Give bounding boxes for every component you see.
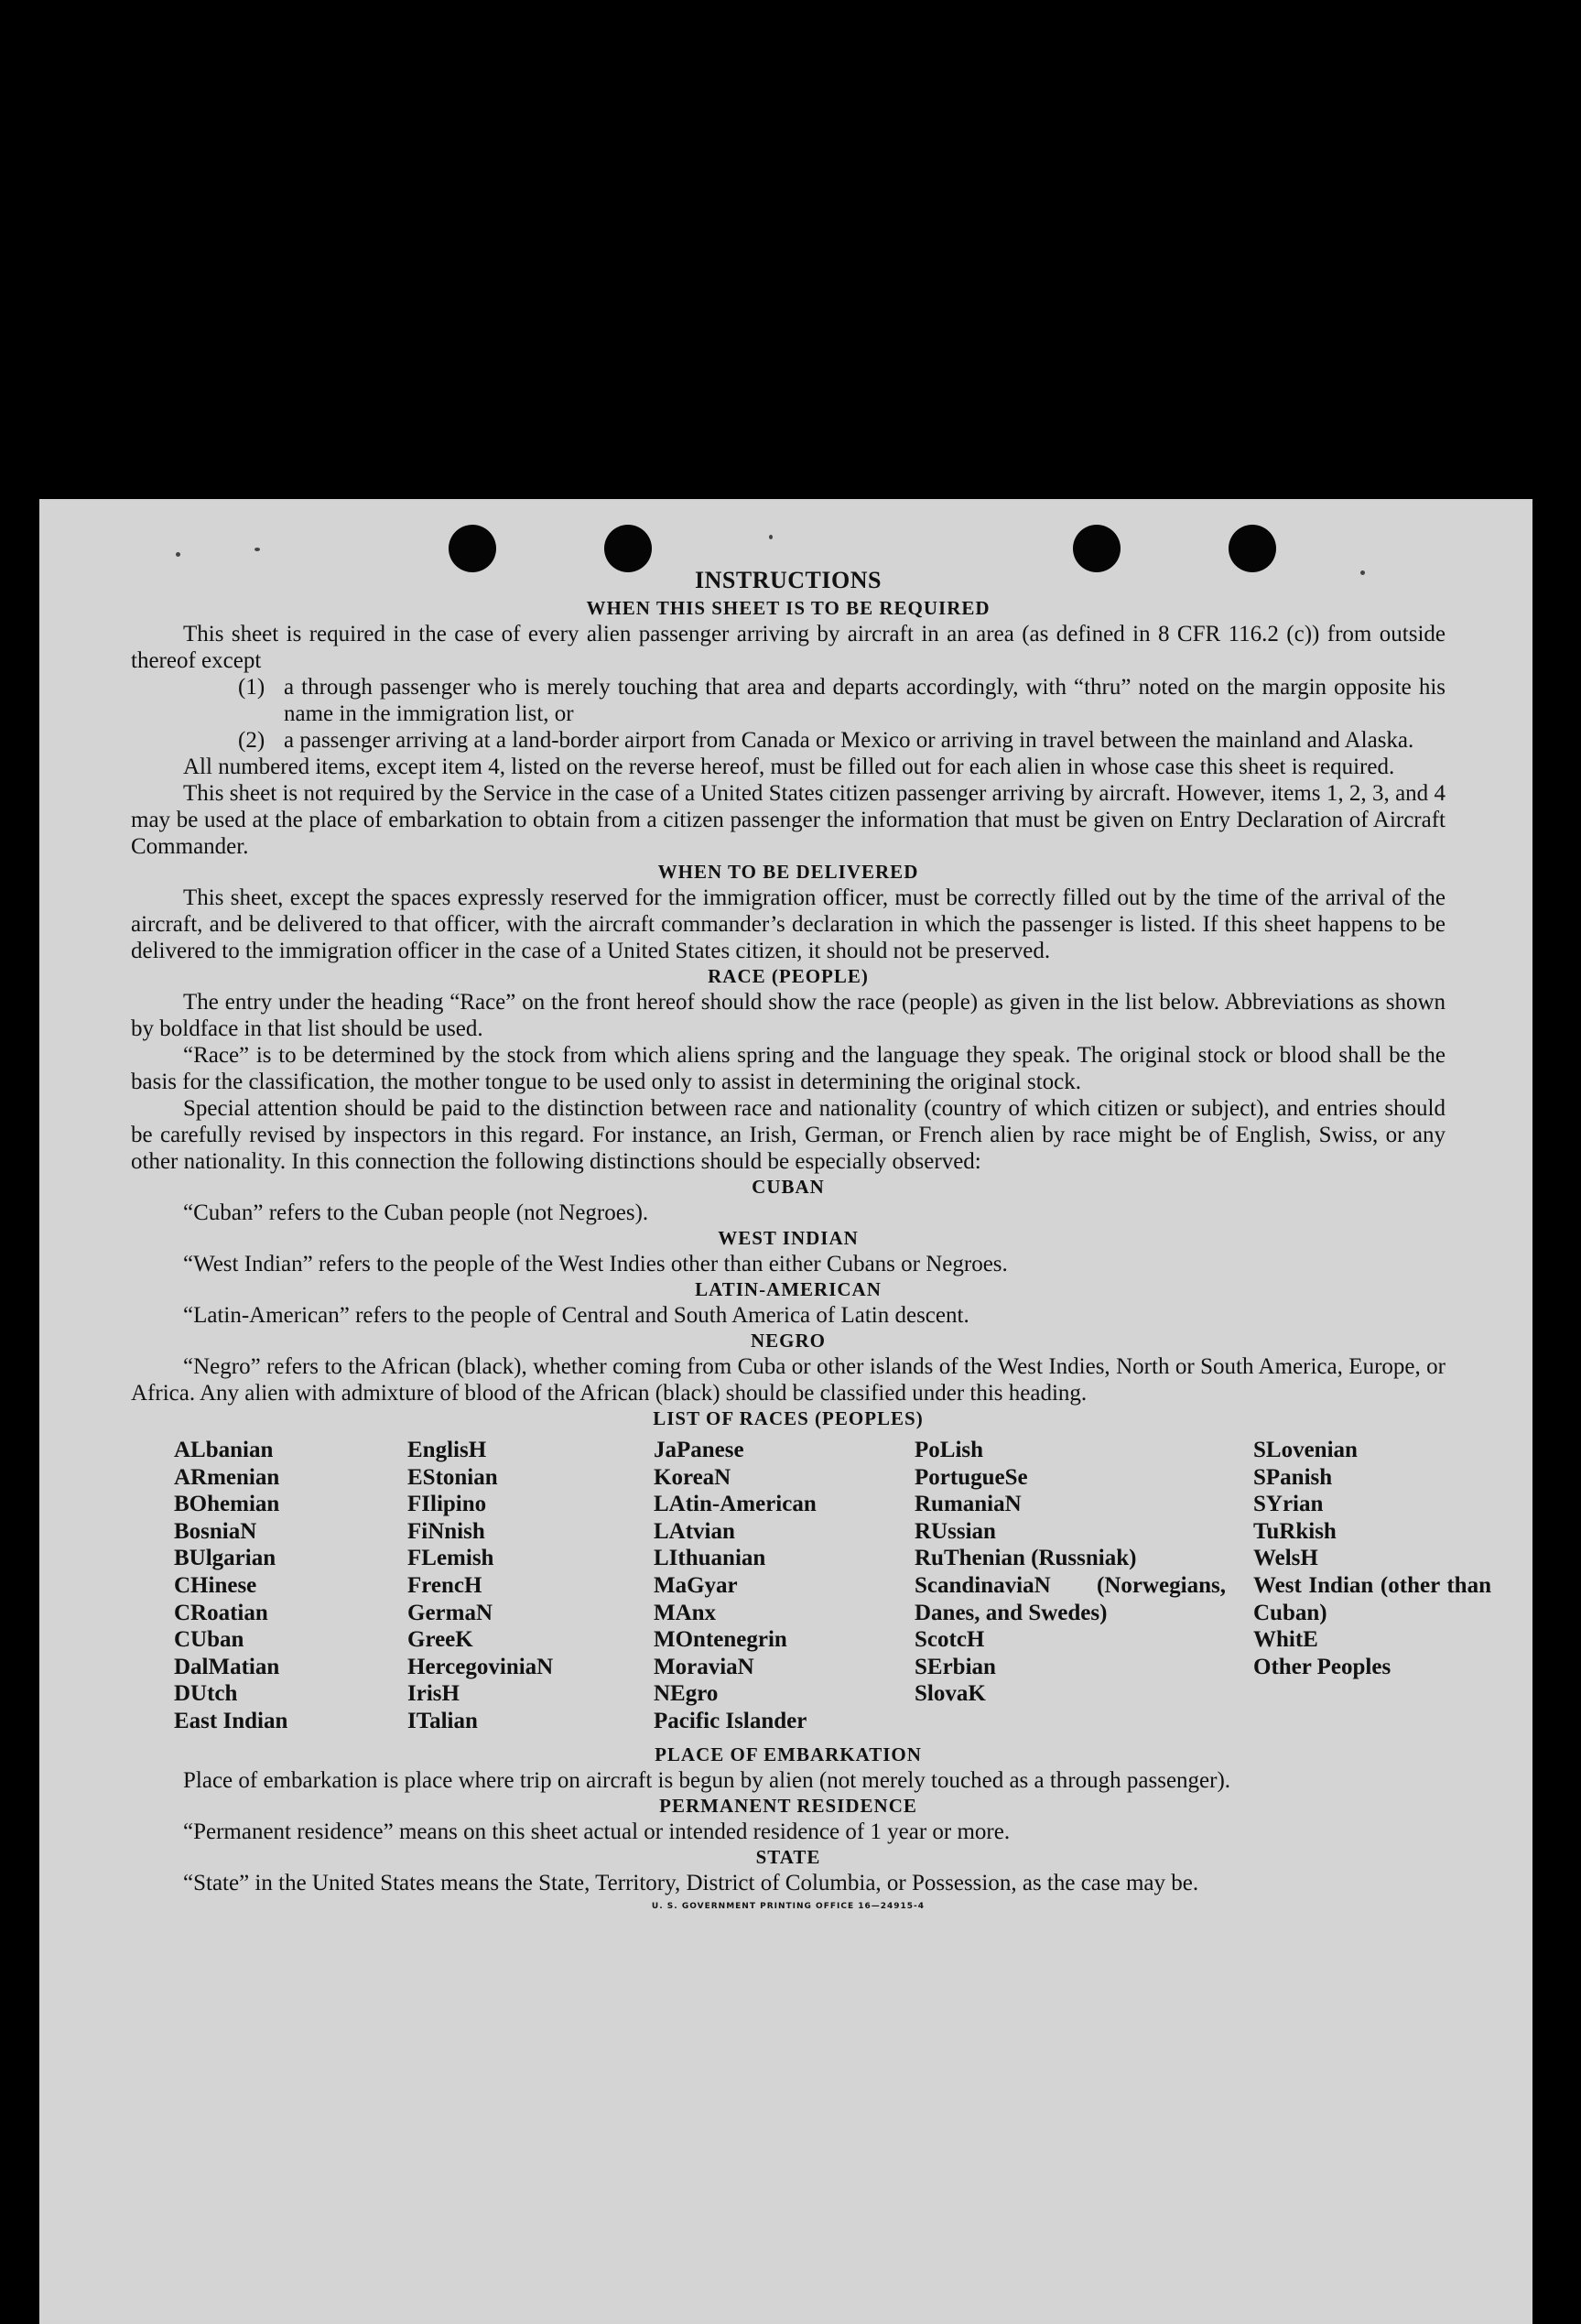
race-entry: SlovaK	[915, 1681, 986, 1707]
embarkation-text: Place of embarkation is place where trip on aircraft is begun by alien (not merely touched as a through passenger).	[183, 1767, 1231, 1793]
item-text: a through passenger who is merely touching that area and departs accordingly, with “thru” noted on the margin opposite his name in the immigration list, or	[284, 675, 1446, 726]
race-entry: CRoatian	[174, 1600, 268, 1625]
race-entry: ITalian	[407, 1708, 478, 1733]
race-entry: EnglisH	[407, 1438, 487, 1462]
residence-text: “Permanent residence” means on this sheet actual or intended residence of 1 year or more.	[183, 1819, 1011, 1844]
races-column-2	[407, 1437, 654, 1735]
race-para-3: Special attention should be paid to the distinction between race and nationality (country of which citizen or subject), and entries should be carefully revised by inspectors in this regard. For instance, an Irish, German, or French alien by race might be of English, Swiss, or any other nationality. In this connection the following distinctions should be especially observed:	[131, 1096, 1446, 1174]
race-entry: BosniaN	[174, 1518, 257, 1544]
race-entry: PortugueSe	[915, 1464, 1028, 1490]
races-column-5	[1253, 1437, 1491, 1735]
race-entry: IrisH	[407, 1681, 460, 1707]
race-entry: MOntenegrin	[654, 1627, 787, 1653]
race-entry: CUban	[174, 1627, 244, 1653]
race-entry: Pacific Islander	[654, 1708, 807, 1733]
race-entry: WelsH	[1253, 1546, 1318, 1571]
paper-speck	[769, 535, 773, 539]
exception-item-2	[238, 727, 1446, 754]
race-entry: RUssian	[915, 1518, 996, 1544]
race-entry: TuRkish	[1253, 1518, 1337, 1544]
punch-hole	[1073, 525, 1121, 572]
race-entry: LIthuanian	[654, 1546, 766, 1571]
race-entry: FLemish	[407, 1546, 494, 1571]
race-entry: ALbanian	[174, 1438, 274, 1462]
item-text: a passenger arriving at a land-border airport from Canada or Mexico or arriving in travel between the mainland and Alaska.	[284, 728, 1414, 753]
race-entry: MAnx	[654, 1600, 717, 1625]
race-entry: DUtch	[174, 1681, 238, 1707]
race-entry: East Indian	[174, 1708, 288, 1733]
race-entry: HercegoviniaN	[407, 1654, 554, 1679]
race-entry: West Indian (other than Cuban)	[1253, 1572, 1491, 1625]
race-entry: ARmenian	[174, 1464, 280, 1490]
race-entry: SErbian	[915, 1654, 996, 1679]
race-entry: LAtvian	[654, 1518, 735, 1544]
when-required-para-3: This sheet is not required by the Service in the case of a United States citizen passenger arriving by aircraft. However, items 1, 2, 3, and 4 may be used at the place of embarkation to obtain from a citizen passenger the information that must be given on Entry Declaration of Aircraft Commander.	[131, 781, 1446, 859]
race-entry: BOhemian	[174, 1492, 280, 1517]
item-number: (2)	[238, 728, 265, 753]
heading-when-delivered: WHEN TO BE DELIVERED	[657, 861, 919, 883]
latin-american-text: “Latin-American” refers to the people of Central and South America of Latin descent.	[183, 1303, 969, 1328]
race-entry: ScandinaviaN (Norwegians, Danes, and Swedes)	[915, 1572, 1226, 1625]
paper-speck	[1360, 570, 1365, 575]
paper-speck	[176, 552, 180, 557]
race-entry: FrencH	[407, 1572, 482, 1598]
race-entry: SLovenian	[1253, 1438, 1358, 1462]
races-column-4	[915, 1437, 1253, 1735]
race-entry: SYrian	[1253, 1492, 1324, 1517]
race-entry: FiNnish	[407, 1518, 485, 1544]
race-entry: Other Peoples	[1253, 1654, 1391, 1679]
race-entry: RuThenian (Russniak)	[915, 1546, 1137, 1571]
instruction-sheet	[39, 499, 1532, 2324]
heading-negro: NEGRO	[750, 1330, 826, 1352]
heading-latin-american: LATIN-AMERICAN	[695, 1278, 882, 1300]
race-entry: CHinese	[174, 1572, 257, 1598]
cuban-text: “Cuban” refers to the Cuban people (not Negroes).	[183, 1200, 649, 1225]
west-indian-text: “West Indian” refers to the people of the West Indies other than either Cubans or Negroes.	[183, 1252, 1008, 1276]
item-number: (1)	[238, 675, 265, 700]
races-column-1	[174, 1437, 407, 1735]
race-entry: MoraviaN	[654, 1654, 754, 1679]
heading-list-of-races: LIST OF RACES (PEOPLES)	[653, 1407, 924, 1429]
heading-when-required: WHEN THIS SHEET IS TO BE REQUIRED	[586, 597, 991, 619]
race-entry: DalMatian	[174, 1654, 280, 1679]
punch-hole	[604, 525, 652, 572]
race-entry: LAtin-American	[654, 1492, 817, 1517]
race-entry: RumaniaN	[915, 1492, 1022, 1517]
paper-speck	[254, 548, 260, 551]
race-entry: JaPanese	[654, 1438, 744, 1462]
state-text: “State” in the United States means the State, Territory, District of Columbia, or Possession, as the case may be.	[183, 1870, 1199, 1895]
race-entry: FIlipino	[407, 1492, 487, 1517]
race-entry: KoreaN	[654, 1464, 731, 1490]
negro-text: “Negro” refers to the African (black), whether coming from Cuba or other islands of the West Indies, North or South America, Europe, or Africa. Any alien with admixture of blood of the African (black) should be classified under this heading.	[131, 1354, 1446, 1406]
punch-hole	[449, 525, 496, 572]
race-entry: SPanish	[1253, 1464, 1333, 1490]
race-entry: GreeK	[407, 1627, 473, 1653]
race-entry: EStonian	[407, 1464, 498, 1490]
heading-residence: PERMANENT RESIDENCE	[659, 1794, 917, 1817]
when-delivered-text: This sheet, except the spaces expressly reserved for the immigration officer, must be correctly filled out by the time of the arrival of the aircraft, and be delivered to that officer, with the aircraft commander’s declaration in which the passenger is listed. If this sheet happens to be delivered to the immigration officer in the case of a United States citizen, it should not be preserved.	[131, 885, 1446, 963]
page-title: INSTRUCTIONS	[695, 567, 882, 593]
race-entry: NEgro	[654, 1681, 719, 1707]
race-entry: WhitE	[1253, 1627, 1318, 1653]
punch-hole	[1229, 525, 1276, 572]
when-required-para-2: All numbered items, except item 4, listed on the reverse hereof, must be filled out for each alien in whose case this sheet is required.	[183, 755, 1395, 779]
printing-office-footer: U. S. GOVERNMENT PRINTING OFFICE 16—24915-4	[651, 1901, 926, 1911]
heading-embarkation: PLACE OF EMBARKATION	[655, 1743, 922, 1765]
race-entry: GermaN	[407, 1600, 493, 1625]
race-entry: MaGyar	[654, 1572, 738, 1598]
race-entry: ScotcH	[915, 1627, 985, 1653]
race-entry: PoLish	[915, 1438, 984, 1462]
heading-race: RACE (PEOPLE)	[708, 965, 869, 987]
when-required-intro: This sheet is required in the case of every alien passenger arriving by aircraft in an area (as defined in 8 CFR 116.2 (c)) from outside thereof except	[131, 622, 1446, 673]
races-list	[174, 1437, 1491, 1735]
race-para-2: “Race” is to be determined by the stock from which aliens spring and the language they speak. The original stock or blood shall be the basis for the classification, the mother tongue to be used only to assist in determining the original stock.	[131, 1043, 1446, 1094]
race-para-1: The entry under the heading “Race” on the front hereof should show the race (people) as given in the list below. Abbreviations as shown by boldface in that list should be used.	[131, 990, 1446, 1041]
heading-state: STATE	[755, 1845, 821, 1868]
races-column-3	[654, 1437, 915, 1735]
race-entry: BUlgarian	[174, 1546, 276, 1571]
heading-west-indian: WEST INDIAN	[718, 1227, 859, 1249]
heading-cuban: CUBAN	[752, 1176, 825, 1198]
exception-item-1	[238, 674, 1446, 727]
